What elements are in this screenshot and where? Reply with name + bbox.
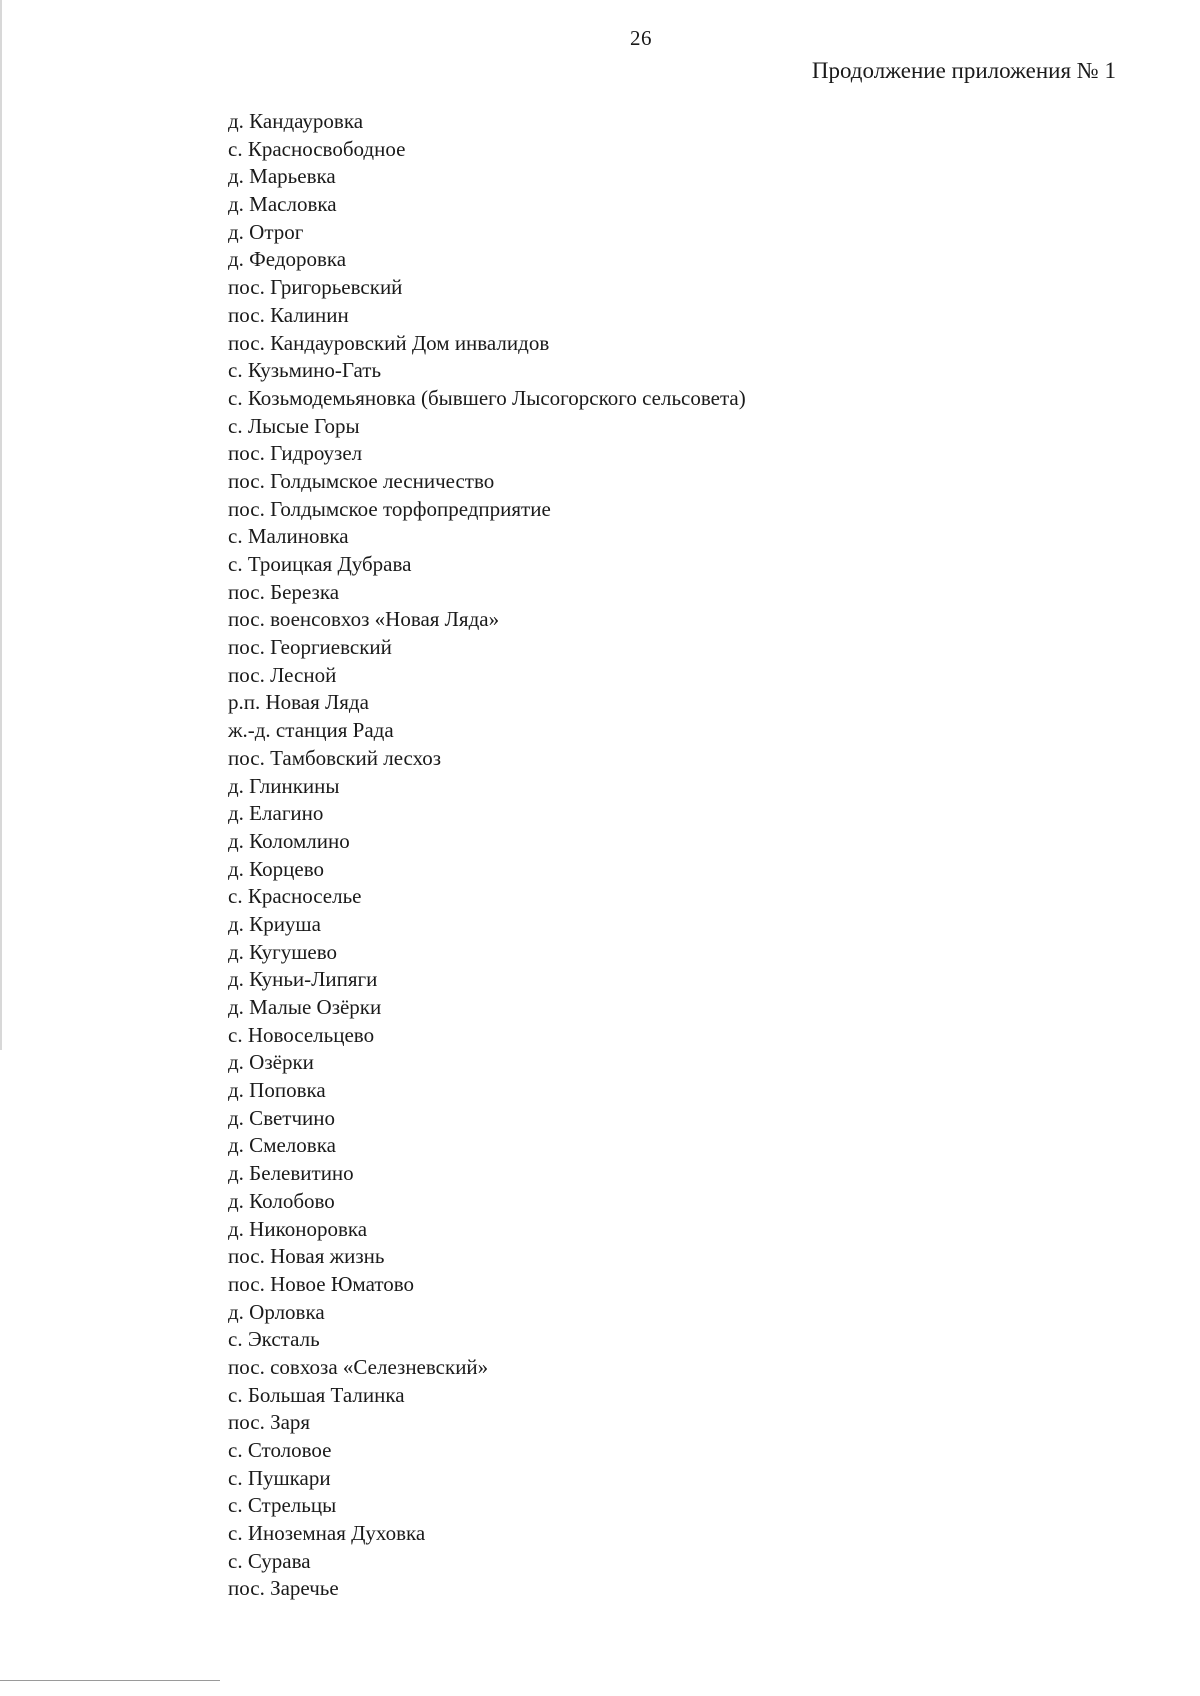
settlement-item: д. Малые Озёрки <box>228 995 382 1019</box>
settlement-item: д. Марьевка <box>228 164 336 189</box>
settlement-item: пос. Голдымское лесничество <box>228 468 495 493</box>
settlement-item: с. Новосельцево <box>228 1022 375 1047</box>
settlement-item: пос. военсовхоз «Новая Ляда» <box>228 607 500 632</box>
settlement-item: д. Федоровка <box>228 247 347 272</box>
scan-edge-line <box>0 0 2 1050</box>
settlement-item: пос. Георгиевский <box>228 635 392 660</box>
settlement-item: пос. совхоза «Селезневский» <box>228 1354 489 1379</box>
settlement-item: д. Глинкины <box>228 773 340 798</box>
settlement-item: д. Куньи-Липяги <box>228 967 378 992</box>
settlement-item: пос. Заря <box>228 1410 311 1435</box>
settlement-item: с. Иноземная Духовка <box>228 1521 426 1546</box>
settlement-list <box>228 108 746 1603</box>
settlement-item: с. Кузьмино-Гать <box>228 358 382 383</box>
settlement-item: д. Орловка <box>228 1299 325 1324</box>
settlement-item: д. Белевитино <box>228 1161 354 1186</box>
settlement-item: пос. Григорьевский <box>228 275 403 300</box>
settlement-item: д. Елагино <box>228 801 324 826</box>
settlement-item: пос. Калинин <box>228 302 349 327</box>
settlement-item: д. Отрог <box>228 219 304 244</box>
settlement-item: с. Козьмодемьяновка (бывшего Лысогорского сельсовета) <box>228 385 746 410</box>
settlement-item: д. Масловка <box>228 192 337 217</box>
settlement-item: пос. Голдымское торфопредприятие <box>228 496 551 521</box>
settlement-item: с. Эксталь <box>228 1327 320 1352</box>
settlement-item: д. Кандауровка <box>228 109 364 133</box>
settlement-item: с. Лысые Горы <box>228 413 360 438</box>
settlement-item: пос. Новая жизнь <box>228 1244 385 1269</box>
settlement-item: пос. Тамбовский лесхоз <box>228 745 442 770</box>
settlement-item: с. Пушкари <box>228 1465 331 1490</box>
settlement-item: с. Большая Талинка <box>228 1382 405 1407</box>
settlement-item: пос. Кандауровский Дом инвалидов <box>228 330 550 355</box>
settlement-item: р.п. Новая Ляда <box>228 690 369 715</box>
settlement-item: пос. Заречье <box>228 1576 339 1601</box>
settlement-item: с. Сурава <box>228 1548 311 1573</box>
settlement-item: пос. Новое Юматово <box>228 1271 415 1296</box>
settlement-item: с. Троицкая Дубрава <box>228 552 412 576</box>
settlement-item: д. Озёрки <box>228 1050 314 1075</box>
settlement-item: д. Светчино <box>228 1105 336 1130</box>
settlement-item: д. Криуша <box>228 911 321 936</box>
settlement-item: с. Малиновка <box>228 524 349 549</box>
settlement-item: д. Коломлино <box>228 828 350 853</box>
settlement-item: ж.-д. станция Рада <box>228 718 394 743</box>
settlement-item: пос. Гидроузел <box>228 441 363 466</box>
footer-rule <box>0 1680 220 1681</box>
settlement-item: д. Кугушево <box>228 939 337 964</box>
settlement-item: с. Стрельцы <box>228 1493 337 1518</box>
settlement-item: с. Столовое <box>228 1438 332 1462</box>
settlement-item: д. Никоноровка <box>228 1216 368 1241</box>
settlement-item: д. Поповка <box>228 1078 326 1103</box>
settlement-item: пос. Лесной <box>228 662 337 687</box>
appendix-continuation-label: Продолжение приложения № 1 <box>811 58 1116 83</box>
settlement-item: пос. Березка <box>228 579 340 604</box>
settlement-item: с. Красносвободное <box>228 136 406 161</box>
page-number: 26 <box>630 26 652 50</box>
settlement-item: д. Корцево <box>228 856 324 881</box>
settlement-item: д. Колобово <box>228 1188 335 1213</box>
settlement-item: д. Смеловка <box>228 1133 336 1158</box>
settlement-item: с. Красноселье <box>228 884 362 909</box>
